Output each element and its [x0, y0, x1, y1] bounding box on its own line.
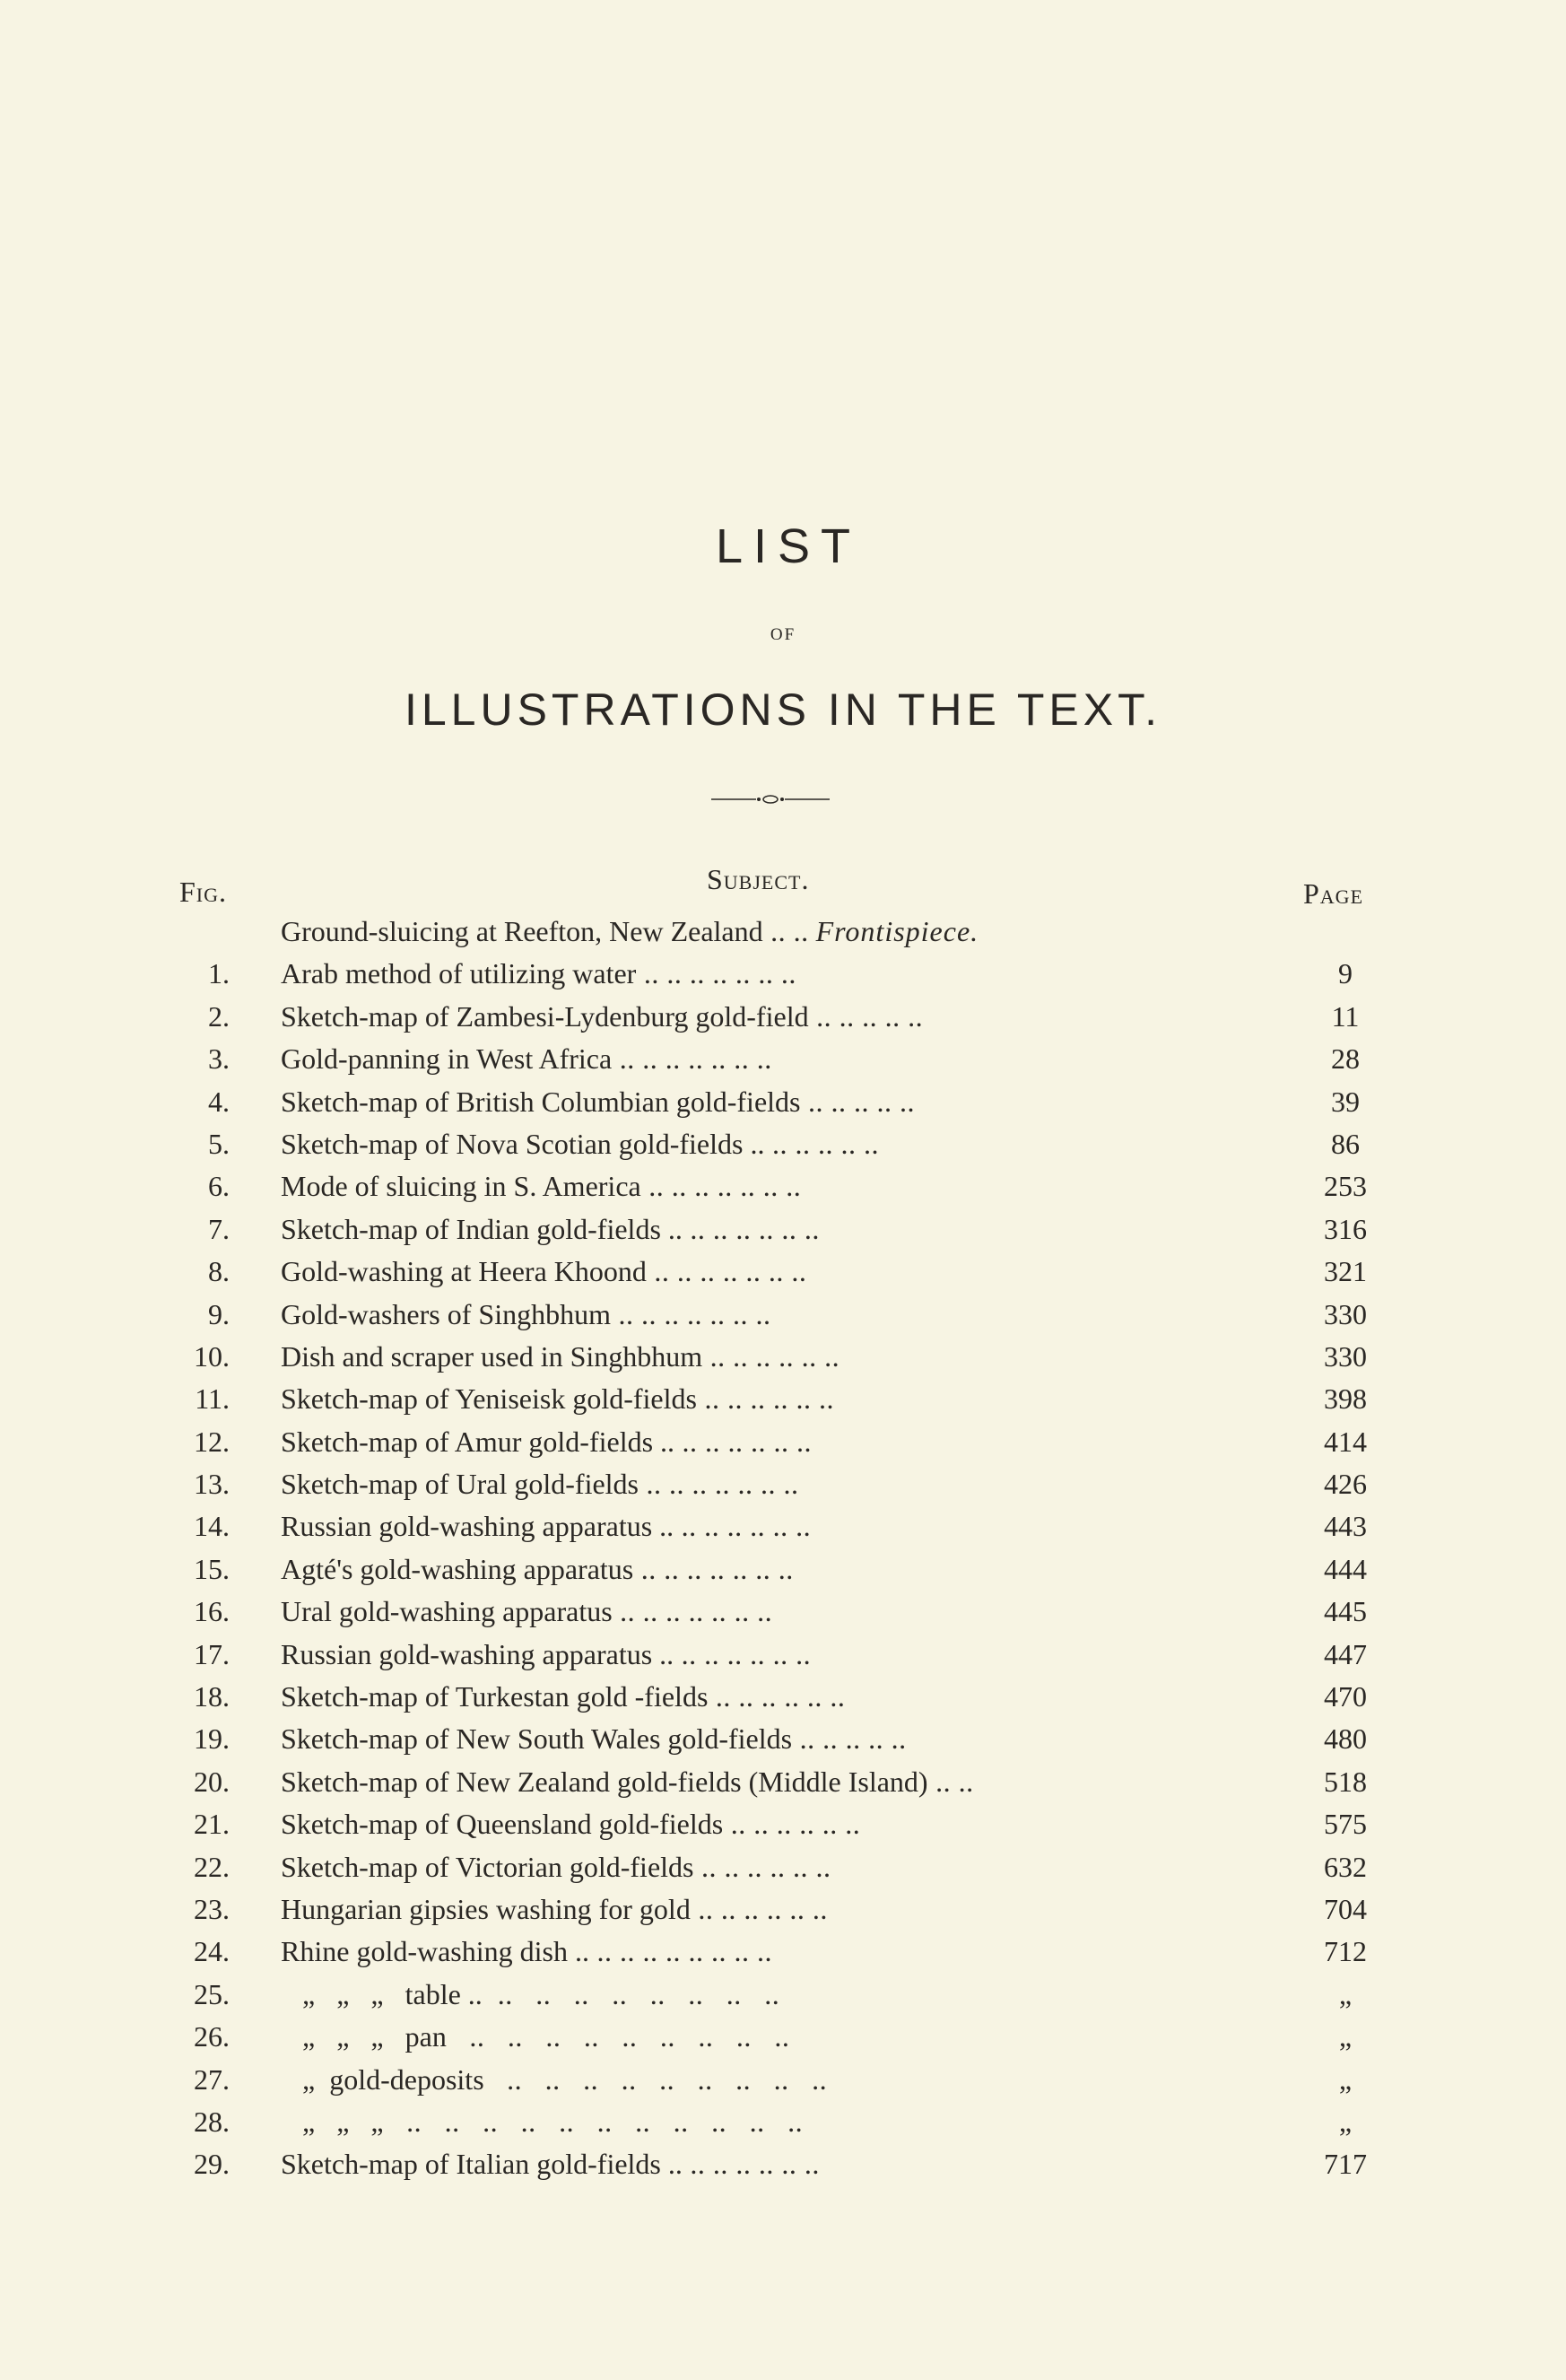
- fig-number: 16.: [194, 1595, 230, 1628]
- column-header-fig: Fig.: [179, 876, 228, 908]
- list-item: [0, 1081, 1566, 1123]
- subject-text: „ „ „ table .. .. .. .. .. .. .. .. ..: [281, 1977, 780, 2010]
- list-item: [0, 1336, 1566, 1378]
- subject-text: Ground-sluicing at Reefton, New Zealand .. .. Frontispiece.: [281, 915, 979, 947]
- title-list: LIST: [715, 519, 862, 573]
- subject-text: Gold-washing at Heera Khoond .. .. .. .. .. .. ..: [281, 1255, 807, 1288]
- fig-number: 9.: [208, 1297, 230, 1330]
- fig-number: 12.: [194, 1425, 230, 1458]
- fig-number: 24.: [194, 1935, 230, 1968]
- list-item: [0, 2143, 1566, 2185]
- subject-text: Sketch-map of Amur gold-fields .. .. .. .. .. .. ..: [281, 1425, 813, 1458]
- list-item: [0, 1165, 1566, 1207]
- page-number: 426: [1324, 1468, 1367, 1501]
- list-item: [0, 1548, 1566, 1591]
- list-item: [0, 1761, 1566, 1803]
- subject-text: Sketch-map of Yeniseisk gold-fields .. .. .. .. .. ..: [281, 1382, 834, 1416]
- page-number: 253: [1324, 1170, 1367, 1203]
- page-number: „: [1338, 2020, 1353, 2053]
- subject-text: Sketch-map of Indian gold-fields .. .. .. .. .. .. ..: [281, 1212, 820, 1245]
- column-header-page: Page: [1303, 877, 1364, 910]
- page-number: „: [1338, 1977, 1353, 2010]
- subject-text: Sketch-map of Turkestan gold -fields .. .. .. .. .. ..: [281, 1680, 846, 1713]
- page-number: 86: [1331, 1127, 1360, 1160]
- list-item: [0, 2059, 1566, 2101]
- fig-number: 17.: [194, 1637, 230, 1670]
- fig-number: 23.: [194, 1892, 230, 1925]
- fig-number: 27.: [194, 2062, 230, 2096]
- page-number: 632: [1324, 1850, 1367, 1883]
- fig-number: 8.: [208, 1255, 230, 1288]
- fig-number: 15.: [194, 1552, 230, 1585]
- list-item: [0, 1123, 1566, 1165]
- subject-text: Russian gold-washing apparatus .. .. .. .. .. .. ..: [281, 1510, 812, 1543]
- list-item: [0, 1931, 1566, 1973]
- subject-text: Rhine gold-washing dish .. .. .. .. .. .. .. .. ..: [281, 1935, 772, 1968]
- fig-number: 14.: [194, 1510, 230, 1543]
- fig-number: 18.: [194, 1680, 230, 1713]
- subject-text: Agté's gold-washing apparatus .. .. .. .. .. .. ..: [281, 1552, 794, 1585]
- fig-number: 5.: [208, 1127, 230, 1160]
- column-header-subject: Subject.: [707, 863, 810, 895]
- fig-number: 4.: [208, 1085, 230, 1118]
- page-number: 704: [1324, 1892, 1367, 1925]
- fig-number: 29.: [194, 2148, 230, 2181]
- fig-number: 6.: [208, 1170, 230, 1203]
- subject-text: Dish and scraper used in Singhbhum .. .. .. .. .. ..: [281, 1339, 840, 1373]
- frontispiece-label: Frontispiece.: [815, 915, 979, 947]
- list-item: [0, 2101, 1566, 2143]
- subject-text: Sketch-map of New Zealand gold-fields (Middle Island) .. ..: [281, 1765, 974, 1798]
- list-item: [0, 996, 1566, 1038]
- fig-number: 10.: [194, 1339, 230, 1373]
- list-item: [0, 1888, 1566, 1931]
- page-title: ILLUSTRATIONS IN THE TEXT.: [404, 684, 1162, 735]
- fig-number: 21.: [194, 1808, 230, 1841]
- page-number: 414: [1324, 1425, 1367, 1458]
- fig-number: 3.: [208, 1042, 230, 1076]
- title-of: OF: [770, 625, 796, 644]
- list-item: [0, 1463, 1566, 1505]
- page-number: 712: [1324, 1935, 1367, 1968]
- page-number: 444: [1324, 1552, 1367, 1585]
- subject-text: Arab method of utilizing water .. .. .. .. .. .. ..: [281, 957, 796, 990]
- page-number: 330: [1324, 1297, 1367, 1330]
- list-item: [0, 953, 1566, 995]
- page-number: 398: [1324, 1382, 1367, 1416]
- subject-text: „ „ „ .. .. .. .. .. .. .. .. .. .. ..: [281, 2105, 804, 2138]
- fig-number: 28.: [194, 2105, 230, 2138]
- illustrations-list: [0, 911, 1566, 2186]
- page-number: 447: [1324, 1637, 1367, 1670]
- list-item: [0, 1803, 1566, 1845]
- subject-text: Gold-washers of Singhbhum .. .. .. .. .. .. ..: [281, 1297, 771, 1330]
- subject-text: Sketch-map of Queensland gold-fields .. .. .. .. .. ..: [281, 1808, 861, 1841]
- subject-text: Hungarian gipsies washing for gold .. .. .. .. .. ..: [281, 1892, 828, 1925]
- list-item: [0, 1378, 1566, 1420]
- list-item: [0, 1505, 1566, 1547]
- page-number: 321: [1324, 1255, 1367, 1288]
- page-number: 330: [1324, 1339, 1367, 1373]
- subject-text: „ gold-deposits .. .. .. .. .. .. .. .. ..: [281, 2062, 828, 2096]
- list-item: [0, 1208, 1566, 1251]
- fig-number: 19.: [194, 1722, 230, 1756]
- list-item: [0, 1038, 1566, 1080]
- fig-number: 2.: [208, 999, 230, 1033]
- list-item: [0, 1421, 1566, 1463]
- list-item: [0, 1591, 1566, 1633]
- list-item: [0, 1846, 1566, 1888]
- fig-number: 13.: [194, 1468, 230, 1501]
- page-number: 39: [1331, 1085, 1360, 1118]
- subject-text: Russian gold-washing apparatus .. .. .. .. .. .. ..: [281, 1637, 812, 1670]
- subject-text: Sketch-map of New South Wales gold-fields .. .. .. .. ..: [281, 1722, 907, 1756]
- page-number: 9: [1338, 957, 1353, 990]
- fig-number: 22.: [194, 1850, 230, 1883]
- subject-text: Sketch-map of Nova Scotian gold-fields .. .. .. .. .. ..: [281, 1127, 879, 1160]
- fig-number: 25.: [194, 1977, 230, 2010]
- page-number: 28: [1331, 1042, 1360, 1076]
- fig-number: 1.: [208, 957, 230, 990]
- fig-number: 20.: [194, 1765, 230, 1798]
- subject-text: Sketch-map of Ural gold-fields .. .. .. .. .. .. ..: [281, 1468, 799, 1501]
- subject-text: Sketch-map of Victorian gold-fields .. .. .. .. .. ..: [281, 1850, 831, 1883]
- subject-text: Sketch-map of Zambesi-Lydenburg gold-field .. .. .. .. ..: [281, 999, 924, 1033]
- subject-text: „ „ „ pan .. .. .. .. .. .. .. .. ..: [281, 2020, 790, 2053]
- page-number: „: [1338, 2105, 1353, 2138]
- page-number: 11: [1331, 999, 1360, 1033]
- list-item: [0, 1718, 1566, 1760]
- page-number: 518: [1324, 1765, 1367, 1798]
- list-item: [0, 1676, 1566, 1718]
- subject-text: Gold-panning in West Africa .. .. .. .. .. .. ..: [281, 1042, 772, 1076]
- subject-text: Sketch-map of Italian gold-fields .. .. .. .. .. .. ..: [281, 2148, 820, 2181]
- fig-number: 26.: [194, 2020, 230, 2053]
- page-number: 316: [1324, 1212, 1367, 1245]
- list-item: [0, 1634, 1566, 1676]
- list-item: [0, 1251, 1566, 1293]
- list-item: [0, 1974, 1566, 2016]
- fig-number: 11.: [195, 1382, 230, 1416]
- page-number: „: [1338, 2062, 1353, 2096]
- subject-text: Mode of sluicing in S. America .. .. .. .. .. .. ..: [281, 1170, 802, 1203]
- page-number: 445: [1324, 1595, 1367, 1628]
- page-number: 717: [1324, 2148, 1367, 2181]
- page-number: 575: [1324, 1808, 1367, 1841]
- list-item: [0, 2016, 1566, 2058]
- page-number: 443: [1324, 1510, 1367, 1543]
- page-number: 480: [1324, 1722, 1367, 1756]
- list-item: [0, 911, 1566, 953]
- list-item: [0, 1294, 1566, 1336]
- page-number: 470: [1324, 1680, 1367, 1713]
- fig-number: 7.: [208, 1212, 230, 1245]
- subject-text: Sketch-map of British Columbian gold-fields .. .. .. .. ..: [281, 1085, 915, 1118]
- ornament-divider-icon: [711, 793, 830, 806]
- subject-text: Ural gold-washing apparatus .. .. .. .. .. .. ..: [281, 1595, 773, 1628]
